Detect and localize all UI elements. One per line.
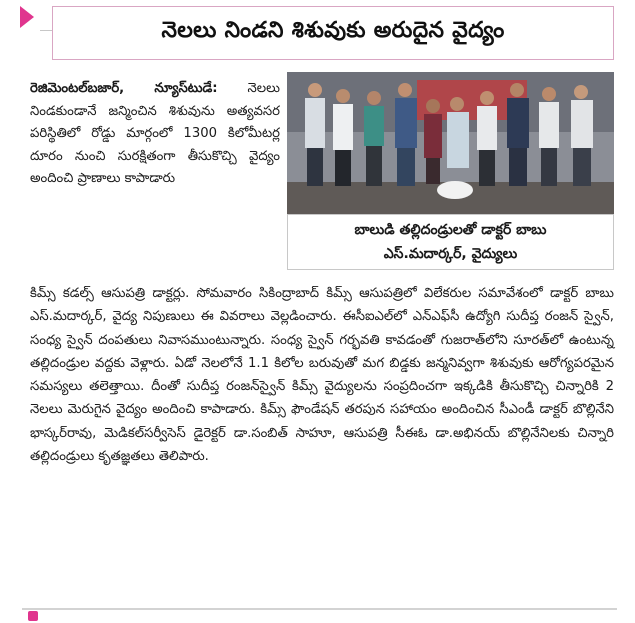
bottom-accent-marker (28, 611, 38, 621)
bottom-rule (22, 608, 617, 610)
group-photo-illustration (287, 72, 614, 214)
article-headline: నెలలు నిండని శిశువుకు అరుదైన వైద్యం (161, 18, 505, 43)
caption-line-1: బాలుడి తల్లిదండ్రులతో డాక్టర్ బాబు (354, 222, 547, 238)
caption-line-2: ఎస్.మదార్కర్, వైద్యులు (383, 246, 518, 262)
article-body: కిమ్స్ కడల్స్ ఆసుపత్రి డాక్టర్లు. సోమవారం సికింద్రాబాద్ కిమ్స్ ఆసుపత్రిలో విలేకరుల సమావేశంలో డాక్టర్ బాబు ఎస్.మదార్కర్, వైద్య నిపుణులు ఈ వివరాలు వెల్లడించారు. ఈసీఐఎల్‌లో ఎన్ఎఫ్‌సీ ఉద్యోగి సుదీప్త రంజన్ స్వైన్, సంధ్య స్వైన్ దంపతులు నివాసముంటున్నారు. సంధ్య స్వైన్ గర్భవతి కావడంతో గుజరాత్‌లోని సూరత్‌లో ఉంటున్న తల్లిదండ్రుల వద్దకు వెళ్లారు. ఏడో నెలలోనే 1.1 కిలోల బరువుతో మగ బిడ్డకు జన్మనివ్వగా శిశువుకు ఆరోగ్యపరమైన సమస్యలు తలెత్తాయి. దీంతో సుదీప్త రంజన్‌స్వైన్ కిమ్స్ వైద్యులను సంప్రదించగా ఇక్కడికి తీసుకొచ్చి చిన్నారికి 2 నెలలు మెరుగైన వైద్యం అందించి కాపాడారు. కిమ్స్ ఫౌండేషన్ తరపున సహాయం అందించిన సీఎండీ డాక్టర్ బొల్లినేని భాస్కర్‌రావు, మెడికల్‌సర్వీసెస్ డైరెక్టర్ డా.సంబిత్ సాహూ, ఆసుపత్రి సీఈఓ డా.అభినయ్ బొల్లినేనిలకు చిన్నారి తల్లిదండ్రులు కృతజ్ఞతలు తెలిపారు. (30, 286, 614, 465)
baby-carrier (437, 181, 473, 199)
photo-caption (287, 214, 614, 270)
headline-box (52, 6, 614, 60)
lead-text: నెలలు నిండకుండానే జన్మించిన శిశువును అత్యవసర పరిస్థితిలో రోడ్డు మార్గంలో 1300 కిలోమీటర్ల దూరం నుంచి సురక్షితంగా తీసుకొచ్చి వైద్యం అందించి ప్రాణాలు కాపాడారు (30, 81, 280, 186)
headline-accent-arrow (20, 6, 34, 28)
dateline: రెజిమెంటల్‌బజార్, న్యూస్‌టుడే: (30, 81, 218, 96)
lead-paragraph (30, 78, 280, 191)
headline-rule (40, 30, 52, 31)
news-photo (287, 72, 614, 214)
